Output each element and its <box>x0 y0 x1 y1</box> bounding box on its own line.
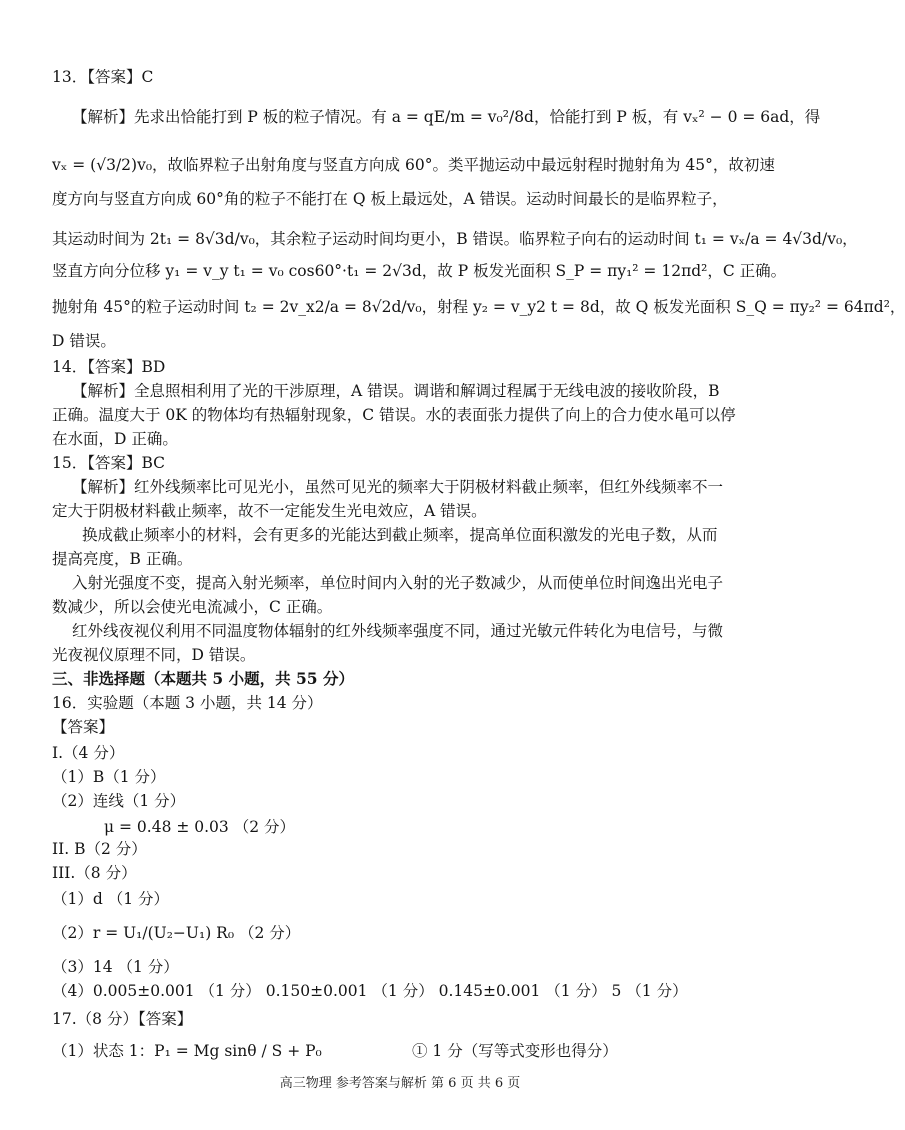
q13-line2: vₓ = (√3/2)v₀，故临界粒子出射角度与竖直方向成 60°。类平抛运动中最远射程时抛射角为 45°，故初速 <box>52 156 775 174</box>
q16-part3-3: （3）14 （1 分） <box>52 958 179 976</box>
q16-part1: I.（4 分） <box>52 744 125 762</box>
q16-part1-1: （1）B（1 分） <box>52 768 166 786</box>
q13-line1: 【解析】先求出恰能打到 P 板的粒子情况。有 a = qE/m = v₀²/8d，恰能打到 P 板，有 vₓ² − 0 = 6ad，得 <box>72 108 821 126</box>
q13-line3: 度方向与竖直方向成 60°角的粒子不能打在 Q 板上最远处，A 错误。运动时间最长的是临界粒子， <box>52 190 728 208</box>
q15-header: 15．【答案】BC <box>52 454 166 472</box>
q13-header: 13．【答案】C <box>52 68 154 86</box>
q17-line1: （1）状态 1：P₁ = Mg sinθ / S + P₀ <box>52 1042 322 1060</box>
q15-line3: 换成截止频率小的材料，会有更多的光能达到截止频率，提高单位面积激发的光电子数，从而 <box>82 526 718 544</box>
q14-line3: 在水面，D 正确。 <box>52 430 178 448</box>
q14-line1: 【解析】全息照相利用了光的干涉原理，A 错误。调谐和解调过程属于无线电波的接收阶段，B <box>72 382 720 400</box>
q16-part2: II. B（2 分） <box>52 840 147 858</box>
q16-part1-3: μ = 0.48 ± 0.03 （2 分） <box>104 818 295 836</box>
q16-part3-2: （2）r = U₁/(U₂−U₁) R₀ （2 分） <box>52 924 301 942</box>
q16-answer-label: 【答案】 <box>52 718 115 736</box>
q16-header: 16．实验题（本题 3 小题，共 14 分） <box>52 694 323 712</box>
q15-line6: 数减少，所以会使光电流减小，C 正确。 <box>52 598 333 616</box>
q15-line1: 【解析】红外线频率比可见光小，虽然可见光的频率大于阴极材料截止频率，但红外线频率不一 <box>72 478 724 496</box>
q16-part3-1: （1）d （1 分） <box>52 890 169 908</box>
q15-line5: 入射光强度不变，提高入射光频率，单位时间内入射的光子数减少，从而使单位时间逸出光电子 <box>72 574 724 592</box>
q16-part3: III.（8 分） <box>52 864 137 882</box>
q13-line4: 其运动时间为 2t₁ = 8√3d/v₀，其余粒子运动时间均更小，B 错误。临界粒子向右的运动时间 t₁ = vₓ/a = 4√3d/v₀， <box>52 230 858 248</box>
section3-title: 三、非选择题（本题共 5 小题，共 55 分） <box>52 669 354 688</box>
q13-line7: D 错误。 <box>52 332 116 350</box>
q15-line7: 红外线夜视仪利用不同温度物体辐射的红外线频率强度不同，通过光敏元件转化为电信号，与微 <box>72 622 724 640</box>
q15-line4: 提高亮度，B 正确。 <box>52 550 193 568</box>
q17-header: 17.（8 分）【答案】 <box>52 1010 193 1028</box>
q13-line5: 竖直方向分位移 y₁ = v_y t₁ = v₀ cos60°·t₁ = 2√3d，故 P 板发光面积 S_P = πy₁² = 12πd²，C 正确。 <box>52 262 787 280</box>
q15-line2: 定大于阴极材料截止频率，故不一定能发生光电效应，A 错误。 <box>52 502 487 520</box>
q13-line6: 抛射角 45°的粒子运动时间 t₂ = 2v_x2/a = 8√2d/v₀，射程 y₂ = v_y2 t = 8d，故 Q 板发光面积 S_Q = πy₂² = 64πd²， <box>52 298 905 316</box>
q14-line2: 正确。温度大于 0K 的物体均有热辐射现象，C 错误。水的表面张力提供了向上的合力使水黾可以停 <box>52 406 736 424</box>
q15-line8: 光夜视仪原理不同，D 错误。 <box>52 646 256 664</box>
page-footer: 高三物理 参考答案与解析 第 6 页 共 6 页 <box>279 1076 521 1091</box>
q17-line1-score: ① 1 分（写等式变形也得分） <box>412 1042 618 1060</box>
q16-part3-4: （4）0.005±0.001 （1 分） 0.150±0.001 （1 分） 0.145±0.001 （1 分） 5 （1 分） <box>52 982 688 1000</box>
q16-part1-2: （2）连线（1 分） <box>52 792 186 810</box>
q14-header: 14．【答案】BD <box>52 358 166 376</box>
